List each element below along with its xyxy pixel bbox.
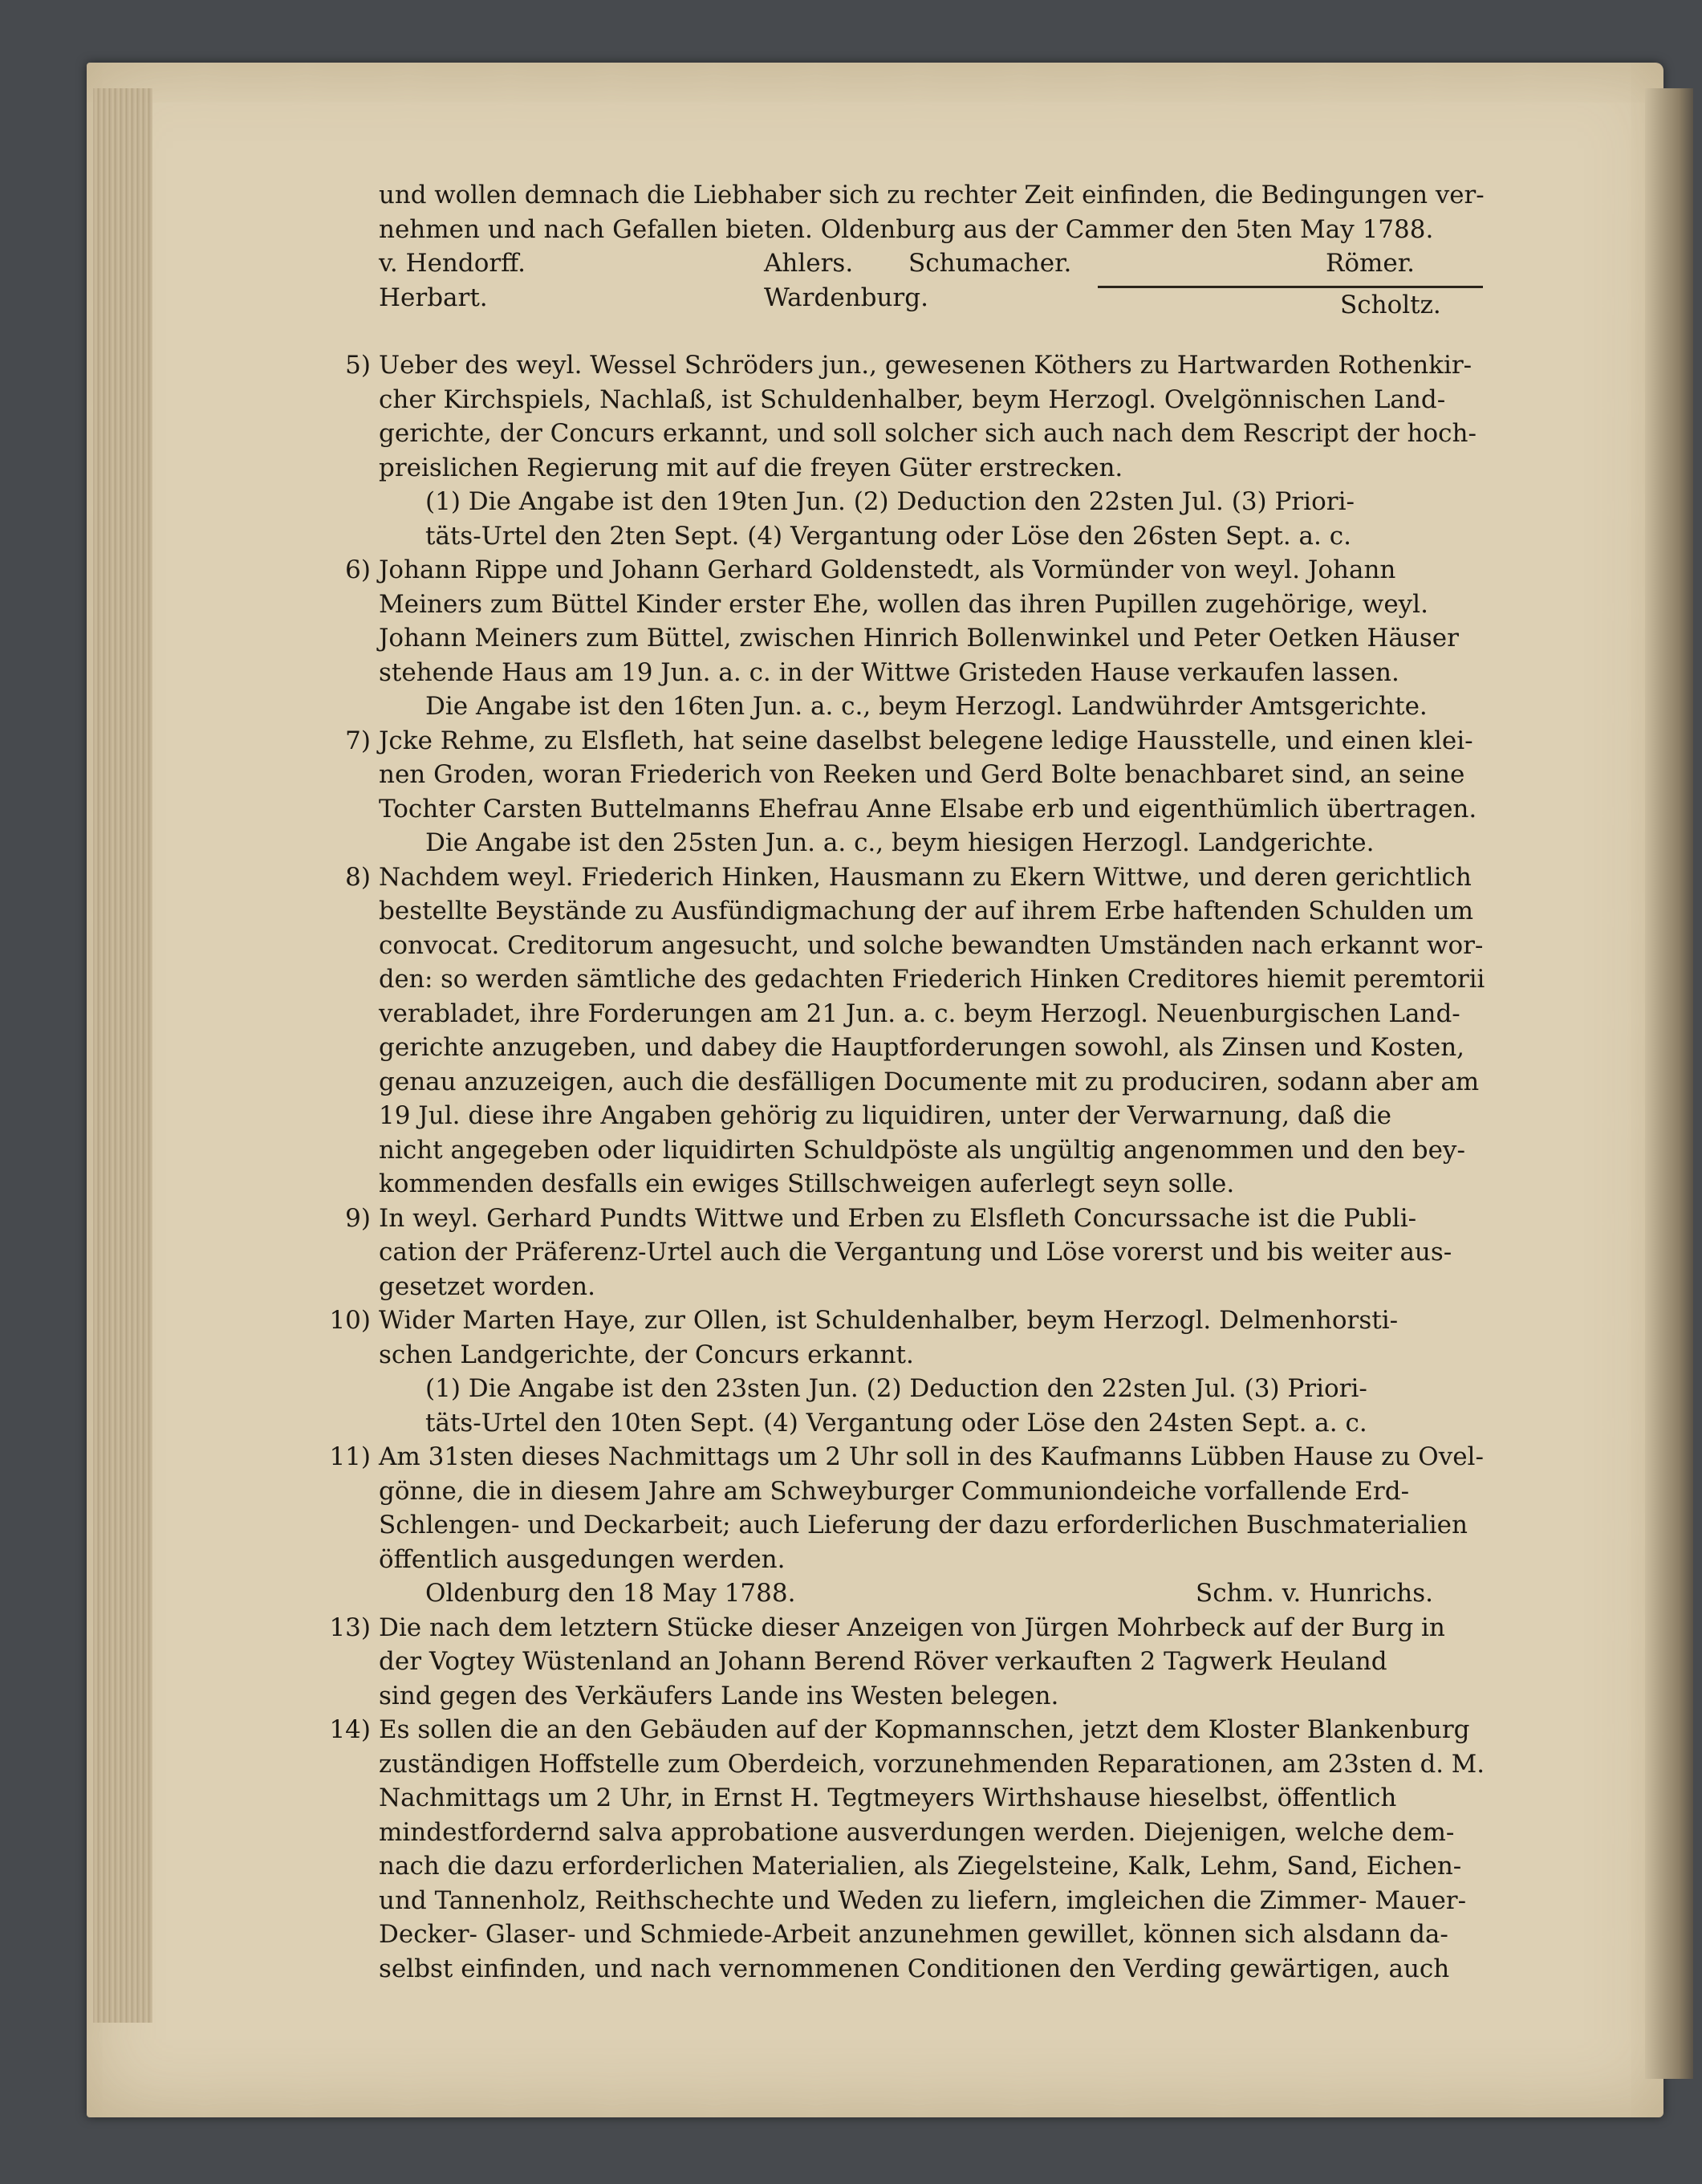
item-number: 5) [345,351,371,380]
text-line: Johann Meiners zum Büttel, zwischen Hinrich Bollenwinkel und Peter Oetken Häuser [379,624,1459,653]
text-line: gerichte, der Concurs erkannt, und soll solcher sich auch nach dem Rescript der hoch- [379,419,1477,448]
text-line: Es sollen die an den Gebäuden auf der Kopmannschen, jetzt dem Kloster Blankenburg [379,1715,1470,1744]
text-line: Ueber des weyl. Wessel Schröders jun., gewesenen Köthers zu Hartwarden Rothenkir- [379,351,1472,380]
book-gutter [1645,88,1693,2079]
signature: v. Hendorff. [379,249,526,278]
text-line: sind gegen des Verkäufers Lande ins Westen belegen. [379,1681,1059,1710]
list-item [345,724,1485,860]
text-line: zuständigen Hoffstelle zum Oberdeich, vorzunehmenden Reparationen, am 23sten d. M. [379,1749,1485,1779]
entries-list [329,348,1485,1986]
dateline: Oldenburg den 18 May 1788. [425,1579,796,1608]
text-line: schen Landgerichte, der Concurs erkannt. [379,1340,914,1369]
item-number: 10) [329,1306,371,1335]
list-item [345,860,1485,1202]
text-line: den: so werden sämtliche des gedachten Friederich Hinken Creditores hiemit peremtorii [379,965,1485,994]
text-line: Die nach dem letztern Stücke dieser Anzeigen von Jürgen Mohrbeck auf der Burg in [379,1613,1445,1642]
item-number: 9) [345,1203,371,1233]
text-line: der Vogtey Wüstenland an Johann Berend Röver verkauften 2 Tagwerk Heuland [379,1647,1387,1676]
list-item [329,1303,1485,1440]
signature: Schm. v. Hunrichs. [1196,1579,1433,1608]
text-line: Meiners zum Büttel Kinder erster Ehe, wollen das ihren Pupillen zugehörige, weyl. [379,589,1428,619]
text-line: genau anzuzeigen, auch die desfälligen Documente mit zu produciren, sodann aber am [379,1067,1480,1096]
signature-row-1 [379,246,1485,281]
sub-line: Die Angabe ist den 16ten Jun. a. c., beym Herzogl. Landwührder Amtsgerichte. [425,692,1428,721]
text-line: selbst einfinden, und nach vernommenen Conditionen den Verding gewärtigen, auch [379,1954,1450,1983]
list-item [329,1611,1485,1714]
text-line: gesetzet worden. [379,1271,595,1301]
text-line: In weyl. Gerhard Pundts Wittwe und Erben zu Elsfleth Concurssache ist die Publi- [379,1203,1417,1233]
item-number: 8) [345,862,371,892]
sub-line: täts-Urtel den 10ten Sept. (4) Vergantung oder Löse den 24sten Sept. a. c. [425,1408,1367,1438]
text-line: Schlengen- und Deckarbeit; auch Lieferung der dazu erforderlichen Buschmaterialien [379,1511,1468,1539]
list-item [345,348,1485,553]
text-line: Nachmittags um 2 Uhr, in Ernst H. Tegtmeyers Wirthshause hieselbst, öffentlich [379,1783,1397,1812]
dateline-row [379,1576,1485,1611]
text-line: cher Kirchspiels, Nachlaß, ist Schuldenhalber, beym Herzogl. Ovelgönnischen Land- [379,384,1446,414]
text-line: kommenden desfalls ein ewiges Stillschweigen auferlegt seyn solle. [379,1169,1235,1198]
text-line: verabladet, ihre Forderungen am 21 Jun. a. c. beym Herzogl. Neuenburgischen Land- [379,998,1460,1028]
list-item [329,1713,1485,1986]
signature: Ahlers. [764,249,854,278]
header-line-2: nehmen und nach Gefallen bieten. Oldenburg aus der Cammer den 5ten May 1788. [379,214,1434,244]
signature: Römer. [1326,249,1416,278]
list-item [345,553,1485,724]
sub-line: (1) Die Angabe ist den 23sten Jun. (2) Deduction den 22sten Jul. (3) Priori- [425,1374,1367,1403]
text-line: nen Groden, woran Friederich von Reeken und Gerd Bolte benachbaret sind, an seine [379,760,1465,789]
page-text [329,178,1485,1986]
item-number: 11) [329,1442,371,1471]
sub-line: (1) Die Angabe ist den 19ten Jun. (2) Deduction den 22sten Jul. (3) Priori- [425,487,1355,516]
text-line: mindestfordernd salva approbatione ausverdungen werden. Diejenigen, welche dem- [379,1817,1455,1847]
text-line: gönne, die in diesem Jahre am Schweyburger Communiondeiche vorfallende Erd- [379,1476,1410,1506]
list-item [329,1440,1485,1611]
signature: Wardenburg. [764,283,928,312]
list-item [345,1202,1485,1304]
sub-line: täts-Urtel den 2ten Sept. (4) Vergantung oder Löse den 26sten Sept. a. c. [425,521,1351,551]
item-number: 7) [345,726,371,755]
page-edges [93,88,152,2023]
sub-line: Die Angabe ist den 25sten Jun. a. c., beym hiesigen Herzogl. Landgerichte. [425,828,1375,857]
text-line: bestellte Beystände zu Ausfündigmachung der auf ihrem Erbe haftenden Schulden um [379,897,1474,925]
text-line: Jcke Rehme, zu Elsfleth, hat seine daselbst belegene ledige Hausstelle, und einen klei- [379,726,1473,755]
text-line: cation der Präferenz-Urtel auch die Vergantung und Löse vorerst und bis weiter aus- [379,1238,1452,1267]
text-line: stehende Haus am 19 Jun. a. c. in der Wittwe Gristeden Hause verkaufen lassen. [379,657,1399,687]
signature: Herbart. [379,283,488,312]
text-line: Tochter Carsten Buttelmanns Ehefrau Anne Elsabe erb und eigenthümlich übertragen. [379,794,1477,824]
text-line: Nachdem weyl. Friederich Hinken, Hausmann zu Ekern Wittwe, und deren gerichtlich [379,862,1472,892]
item-number: 13) [329,1613,371,1642]
signature-scholtz: Scholtz. [1340,291,1441,319]
text-line: öffentlich ausgedungen werden. [379,1544,786,1574]
text-line: Wider Marten Haye, zur Ollen, ist Schuldenhalber, beym Herzogl. Delmenhorsti- [379,1306,1399,1335]
text-line: Johann Rippe und Johann Gerhard Goldenstedt, als Vormünder von weyl. Johann [379,555,1396,584]
item-number: 14) [329,1715,371,1744]
text-line: und Tannenholz, Reithschechte und Weden zu liefern, imgleichen die Zimmer- Mauer- [379,1885,1467,1915]
signature: Schumacher. [908,249,1072,278]
item-number: 6) [345,555,371,584]
text-line: nicht angegeben oder liquidirten Schuldpöste als ungültig angenommen und den bey- [379,1135,1465,1165]
text-line: Decker- Glaser- und Schmiede-Arbeit anzunehmen gewillet, können sich alsdann da- [379,1920,1448,1949]
header-line-1: und wollen demnach die Liebhaber sich zu rechter Zeit einfinden, die Bedingungen ver- [379,181,1485,209]
text-line: preislichen Regierung mit auf die freyen Güter erstrecken. [379,453,1123,482]
text-line: nach die dazu erforderlichen Materialien, als Ziegelsteine, Kalk, Lehm, Sand, Eichen- [379,1852,1462,1881]
text-line: gerichte anzugeben, und dabey die Hauptforderungen sowohl, als Zinsen und Kosten, [379,1033,1465,1062]
signature-rule [1098,286,1483,288]
text-line: convocat. Creditorum angesucht, und solche bewandten Umständen nach erkannt wor- [379,930,1484,960]
text-line: 19 Jul. diese ihre Angaben gehörig zu liquidiren, unter der Verwarnung, daß die [379,1101,1391,1130]
text-line: Am 31sten dieses Nachmittags um 2 Uhr soll in des Kaufmanns Lübben Hause zu Ovel- [379,1442,1484,1471]
